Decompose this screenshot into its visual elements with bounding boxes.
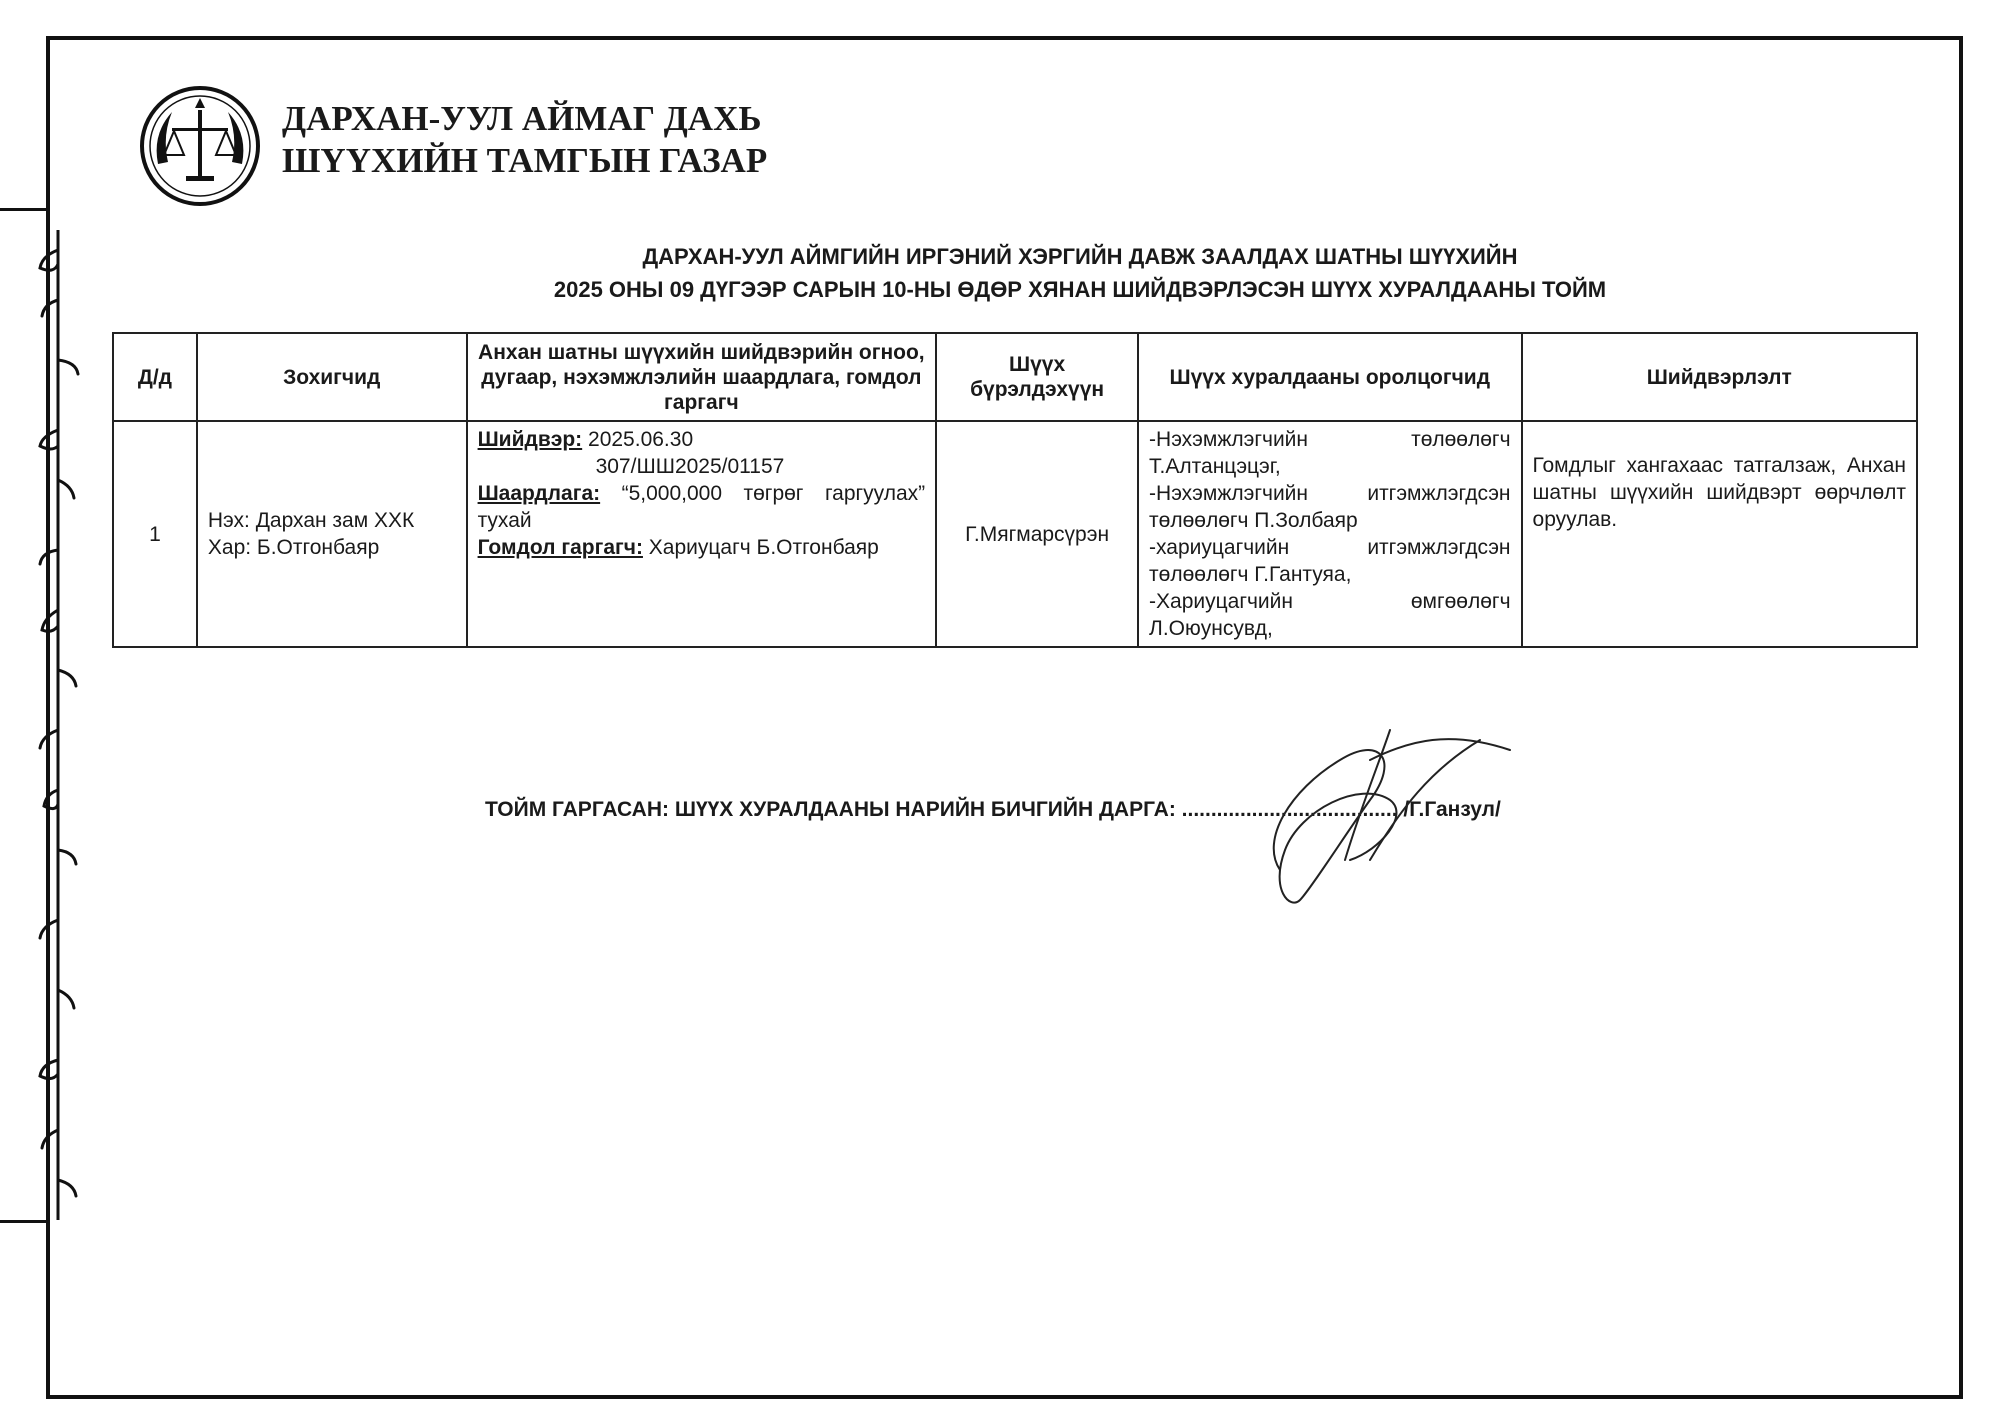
plaintiff: Нэх: Дархан зам ХХК bbox=[207, 509, 415, 532]
row-number: 1 bbox=[113, 421, 197, 647]
decision-line bbox=[478, 426, 926, 453]
participant-item: -хариуцагчийн итгэмжлэгдсэн төлөөлөгч Г.Гантуяа, bbox=[1149, 536, 1511, 586]
table-header-row bbox=[113, 333, 1917, 421]
organization-name bbox=[282, 98, 767, 182]
court-emblem-logo bbox=[138, 84, 262, 208]
decision-date: 2025.06.30 bbox=[588, 428, 694, 451]
table-row bbox=[113, 421, 1917, 647]
signature-dots: ..................................... bbox=[1181, 798, 1398, 821]
appellant-label: Гомдол гаргагч: bbox=[477, 536, 643, 559]
organization-line-2: ШҮҮХИЙН ТАМГЫН ГАЗАР bbox=[282, 141, 768, 180]
participant-item: -Хариуцагчийн өмгөөлөгч Л.Оюунсувд, bbox=[1149, 590, 1511, 640]
col-header-panel: Шүүх бүрэлдэхүүн bbox=[936, 333, 1138, 421]
resolution-cell: Гомдлыг хангахаас татгалзаж, Анхан шатны шүүхийн шийдвэрт өөрчлөлт оруулав. bbox=[1522, 421, 1917, 647]
first-instance-cell bbox=[467, 421, 937, 647]
claim-line bbox=[478, 480, 926, 534]
participant-item: -Нэхэмжлэгчийн итгэмжлэгдсэн төлөөлөгч П.Золбаяр bbox=[1149, 482, 1511, 532]
col-header-participants: Шүүх хуралдааны оролцогчид bbox=[1138, 333, 1522, 421]
title-line-1: ДАРХАН-УУЛ АЙМГИЙН ИРГЭНИЙ ХЭРГИЙН ДАВЖ ЗААЛДАХ ШАТНЫ ШҮҮХИЙН bbox=[642, 244, 1518, 269]
title-line-2: 2025 ОНЫ 09 ДҮГЭЭР САРЫН 10-НЫ ӨДӨР ХЯНАН ШИЙДВЭРЛЭСЭН ШҮҮХ ХУРАЛДААНЫ ТОЙМ bbox=[553, 277, 1607, 302]
participant-item: -Нэхэмжлэгчийн төлөөлөгч Т.Алтанцэцэг, bbox=[1149, 428, 1511, 478]
handwritten-signature bbox=[1250, 720, 1520, 910]
claim-text: “5,000,000 төгрөг гаргуулах” тухай bbox=[477, 482, 926, 532]
side-rule bbox=[0, 1220, 50, 1223]
appellant-line bbox=[478, 534, 926, 561]
document-title bbox=[380, 240, 1780, 306]
decision-number: 307/ШШ2025/01157 bbox=[595, 455, 785, 478]
hearing-summary-table bbox=[112, 332, 1918, 648]
decision-label: Шийдвэр: bbox=[477, 428, 583, 451]
col-header-first-instance: Анхан шатны шүүхийн шийдвэрийн огноо, дугаар, нэхэмжлэлийн шаардлага, гомдол гаргагч bbox=[467, 333, 937, 421]
col-header-number: Д/д bbox=[113, 333, 197, 421]
parties-cell bbox=[197, 421, 467, 647]
signature-label: ТОЙМ ГАРГАСАН: ШҮҮХ ХУРАЛДААНЫ НАРИЙН БИЧГИЙН ДАРГА: bbox=[485, 798, 1176, 821]
judge-cell: Г.Мягмарсүрэн bbox=[936, 421, 1138, 647]
appellant-text: Хариуцагч Б.Отгонбаяр bbox=[648, 536, 879, 559]
side-rule bbox=[0, 208, 50, 211]
col-header-parties: Зохигчид bbox=[197, 333, 467, 421]
participants-cell bbox=[1138, 421, 1522, 647]
signer-name: /Г.Ганзул/ bbox=[1403, 798, 1501, 821]
defendant: Хар: Б.Отгонбаяр bbox=[207, 536, 380, 559]
organization-line-1: ДАРХАН-УУЛ АЙМАГ ДАХЬ bbox=[282, 99, 762, 138]
mongolian-script-sideline bbox=[18, 230, 88, 1220]
claim-label: Шаардлага: bbox=[477, 482, 601, 505]
col-header-resolution: Шийдвэрлэлт bbox=[1522, 333, 1917, 421]
